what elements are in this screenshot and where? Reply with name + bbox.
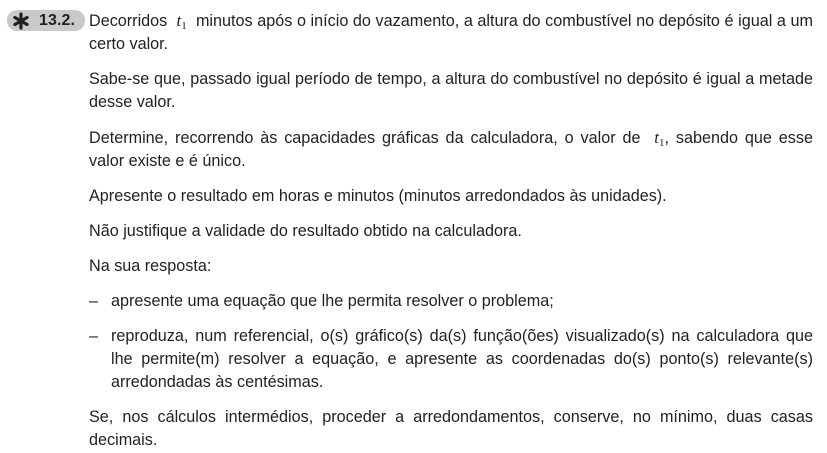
list-item-text: reproduza, num referencial, o(s) gráfico(s) da(s) função(ões) visualizado(s) na calculadora que lhe permite(m) resolver a equação, e apresente as coordenadas do(s) ponto(s) relevante(s) arredondadas às centésimas. [111, 327, 813, 391]
list-item [89, 290, 813, 313]
paragraph-result-format: Apresente o resultado em horas e minutos (minutos arredondados às unidades). [89, 187, 667, 205]
paragraph-intro [89, 9, 813, 56]
question-number-badge [7, 10, 85, 31]
intro-text-start: Decorridos [89, 12, 168, 30]
list-dash: – [89, 292, 99, 310]
paragraph-no-justify: Não justifique a validade do resultado obtido na calculadora. [89, 222, 522, 240]
paragraph-half-height: Sabe-se que, passado igual período de tempo, a altura do combustível no depósito é igual a metade desse valor. [89, 70, 813, 111]
asterisk-star-icon [10, 10, 32, 31]
question-body [89, 9, 813, 452]
list-item-text: apresente uma equação que lhe permita resolver o problema; [111, 292, 554, 310]
paragraph-rounding: Se, nos cálculos intermédios, proceder a arredondamentos, conserve, no mínimo, duas casas decimais. [89, 408, 813, 449]
determine-text-start: Determine, recorrendo às capacidades gráficas da calculadora, o valor de [89, 129, 641, 147]
variable-t1-second: $t_1$ [654, 128, 665, 149]
paragraph-determine [89, 126, 813, 173]
list-dash: – [89, 327, 99, 345]
variable-t1: $t_1$ [176, 11, 187, 32]
list-item [89, 325, 813, 394]
determine-text-end: , sabendo que esse valor existe e é único. [89, 129, 813, 170]
question-number: 13.2. [39, 11, 76, 29]
intro-text-end: minutos após o início do vazamento, a altura do combustível no depósito é igual a um certo valor. [89, 12, 814, 53]
paragraph-answer-intro: Na sua resposta: [89, 257, 212, 275]
